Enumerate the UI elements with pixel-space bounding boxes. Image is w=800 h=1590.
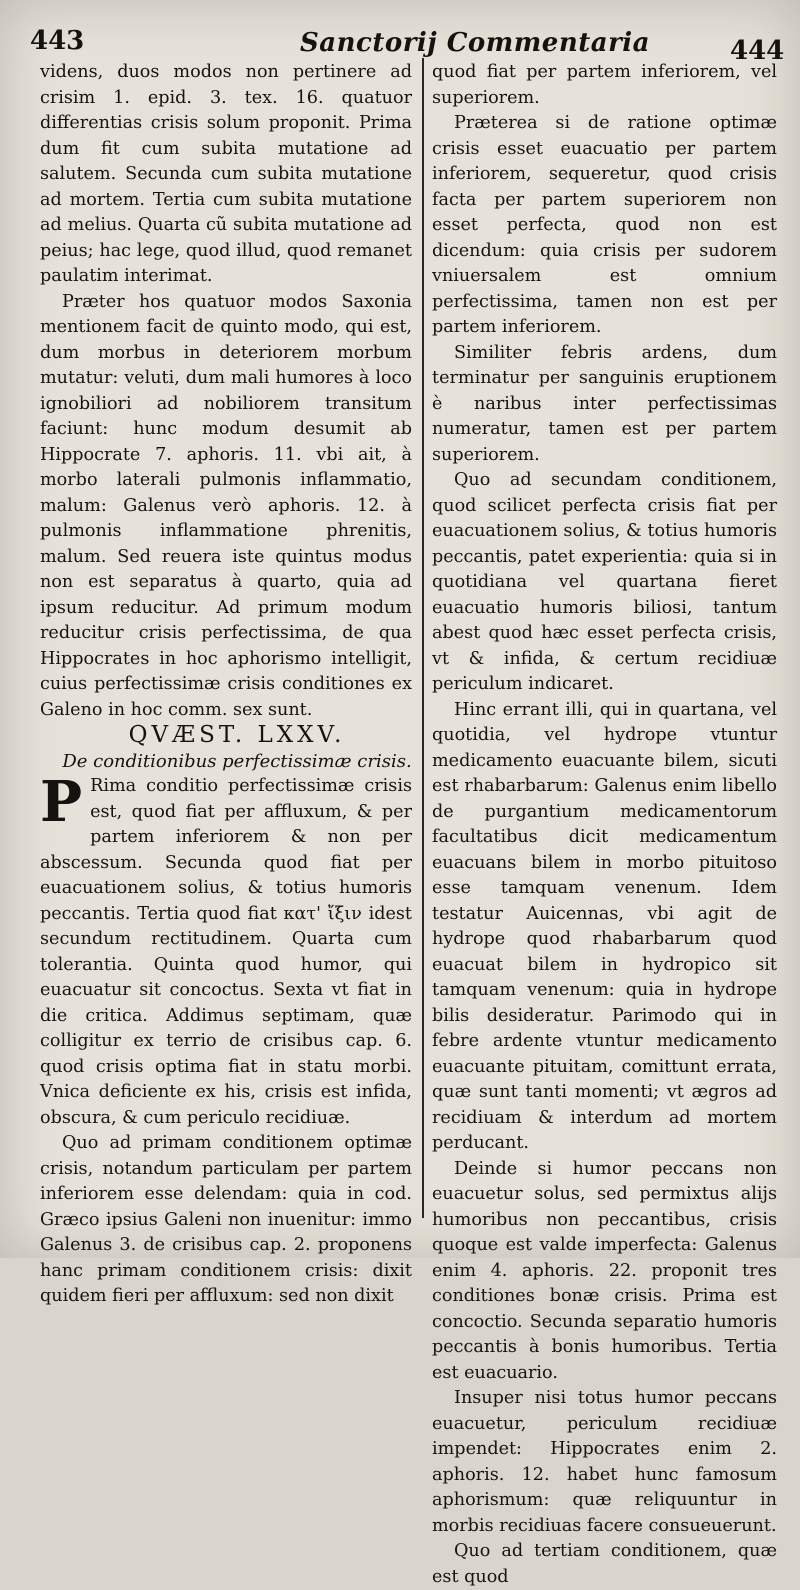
right-paragraph-3: Similiter febris ardens, dum terminatur per sanguinis eruptionem è naribus inter perfectissimas numeratur, tamen est per partem superiorem.	[432, 342, 777, 465]
right-paragraph-2: Præterea si de ratione optimæ crisis esset euacuatio per partem inferiorem, sequeretur, quod crisis facta per partem superiorem non esset perfecta, quod non est dicendum: quia crisis per sudorem vniuersalem est omnium perfectissima, tamen non est per partem inferiorem.	[432, 113, 777, 337]
page-header	[0, 20, 800, 64]
left-paragraph-3	[40, 769, 412, 1131]
right-paragraph-7: Insuper nisi totus humor peccans euacuetur, periculum recidiuæ impendet: Hippocrates enim 2. aphoris. 12. habet hunc famosum aphorismum: quæ reliquuntur in morbis recidiuas facere consueuerunt.	[432, 1388, 777, 1536]
question-subtitle: De conditionibus perfectissimæ crisis.	[62, 750, 412, 772]
running-title: Sanctorij Commentaria	[300, 28, 651, 58]
left-column	[40, 60, 412, 1310]
left-paragraph-2: Præter hos quatuor modos Saxonia mentionem facit de quinto modo, qui est, dum morbus in deteriorem morbum mutatur: veluti, dum mali humores à loco ignobiliori ad nobiliorem transitum faciunt: hunc modum desumit ab Hippocrate 7. aphoris. 11. vbi ait, à morbo laterali pulmonis inflammatio, malum: Galenus verò aphoris. 12. à pulmonis inflammatione phrenitis, malum. Sed reuera iste quintus modus non est separatus à quarto, quia ad ipsum reducitur. Ad primum modum reducitur crisis perfectissima, de qua Hippocrates in hoc aphorismo intelligit, cuius perfectissimæ crisis conditiones ex Galeno in hoc comm. sex sunt.	[40, 291, 412, 720]
right-page-number: 444	[730, 36, 785, 66]
right-paragraph-1: quod fiat per partem inferiorem, vel superiorem.	[432, 62, 777, 108]
left-page-number: 443	[30, 26, 85, 56]
left-paragraph-3-text: Rima conditio perfectissimæ crisis est, quod fiat per affluxum, & per partem inferiorem & non per abscessum. Secunda quod fiat per euacuationem solius, & totius humoris peccantis. Tertia quod fiat κατ' ἴξιν idest secundum rectitudinem. Quarta cum tolerantia. Quinta quod humor, qui euacuatur sit concoctus. Sexta vt fiat in die critica. Addimus septimam, quæ colligitur ex terrio de crisibus cap. 6. quod crisis optima fiat in statu morbi. Vnica deficiente ex his, crisis est infida, obscura, & cum periculo recidiuæ.	[40, 776, 412, 1128]
right-paragraph-5: Hinc errant illi, qui in quartana, vel quotidia, vel hydrope vtuntur medicamento euacuante bilem, sicuti est rhabarbarum: Galenus enim libello de purgantium medicamentorum facultatibus dicit medicamentum euacuans bilem in morbo pituitoso esse tamquam venenum. Idem testatur Auicennas, vbi agit de hydrope quod rhabarbarum quod euacuat bilem in hydropico sit tamquam venenum: quia in hydrope bilis desideratur. Parimodo qui in febre ardente vtuntur medicamento euacuante pituitam, comittunt errata, quæ sunt tanti momenti; vt ægros ad recidiuam & interdum ad mortem perducant.	[432, 699, 777, 1153]
column-divider	[422, 58, 424, 1218]
right-paragraph-6: Deinde si humor peccans non euacuetur solus, sed permixtus alijs humoribus non peccantibus, crisis quoque est valde imperfecta: Galenus enim 4. aphoris. 22. proponit tres conditiones bonæ crisis. Prima est concoctio. Secunda separatio humoris peccantis à bonis humoribus. Tertia est euacuario.	[432, 1158, 777, 1383]
right-paragraph-4: Quo ad secundam conditionem, quod scilicet perfecta crisis fiat per euacuationem solius, & totius humoris peccantis, patet experientia: quia si in quotidiana vel quartana fieret euacuatio humoris biliosi, tantum abest quod hæc esset perfecta crisis, vt & infida, & certum recidiuæ periculum indicaret.	[432, 470, 777, 694]
question-heading: QVÆST. LXXV.	[128, 722, 346, 748]
left-paragraph-4: Quo ad primam conditionem optimæ crisis, notandum particulam per partem inferiorem esse delendam: quia in cod. Græco ipsius Galeni non inuenitur: immo Galenus 3. de crisibus cap. 2. proponens hanc primam conditionem crisis: dixit quidem fieri per affluxum: sed non dixit	[40, 1133, 412, 1306]
drop-cap-letter: P	[40, 769, 83, 835]
right-paragraph-8: Quo ad tertiam conditionem, quæ est quod	[432, 1541, 777, 1587]
right-column	[432, 60, 777, 1590]
left-paragraph-1: videns, duos modos non pertinere ad crisim 1. epid. 3. tex. 16. quatuor differentias crisis solum proponit. Prima dum fit cum subita mutatione ad salutem. Secunda cum subita mutatione ad mortem. Tertia cum subita mutatione ad melius. Quarta cũ subita mutatione ad peius; hac lege, quod illud, quod remanet paulatim interimat.	[40, 62, 412, 286]
